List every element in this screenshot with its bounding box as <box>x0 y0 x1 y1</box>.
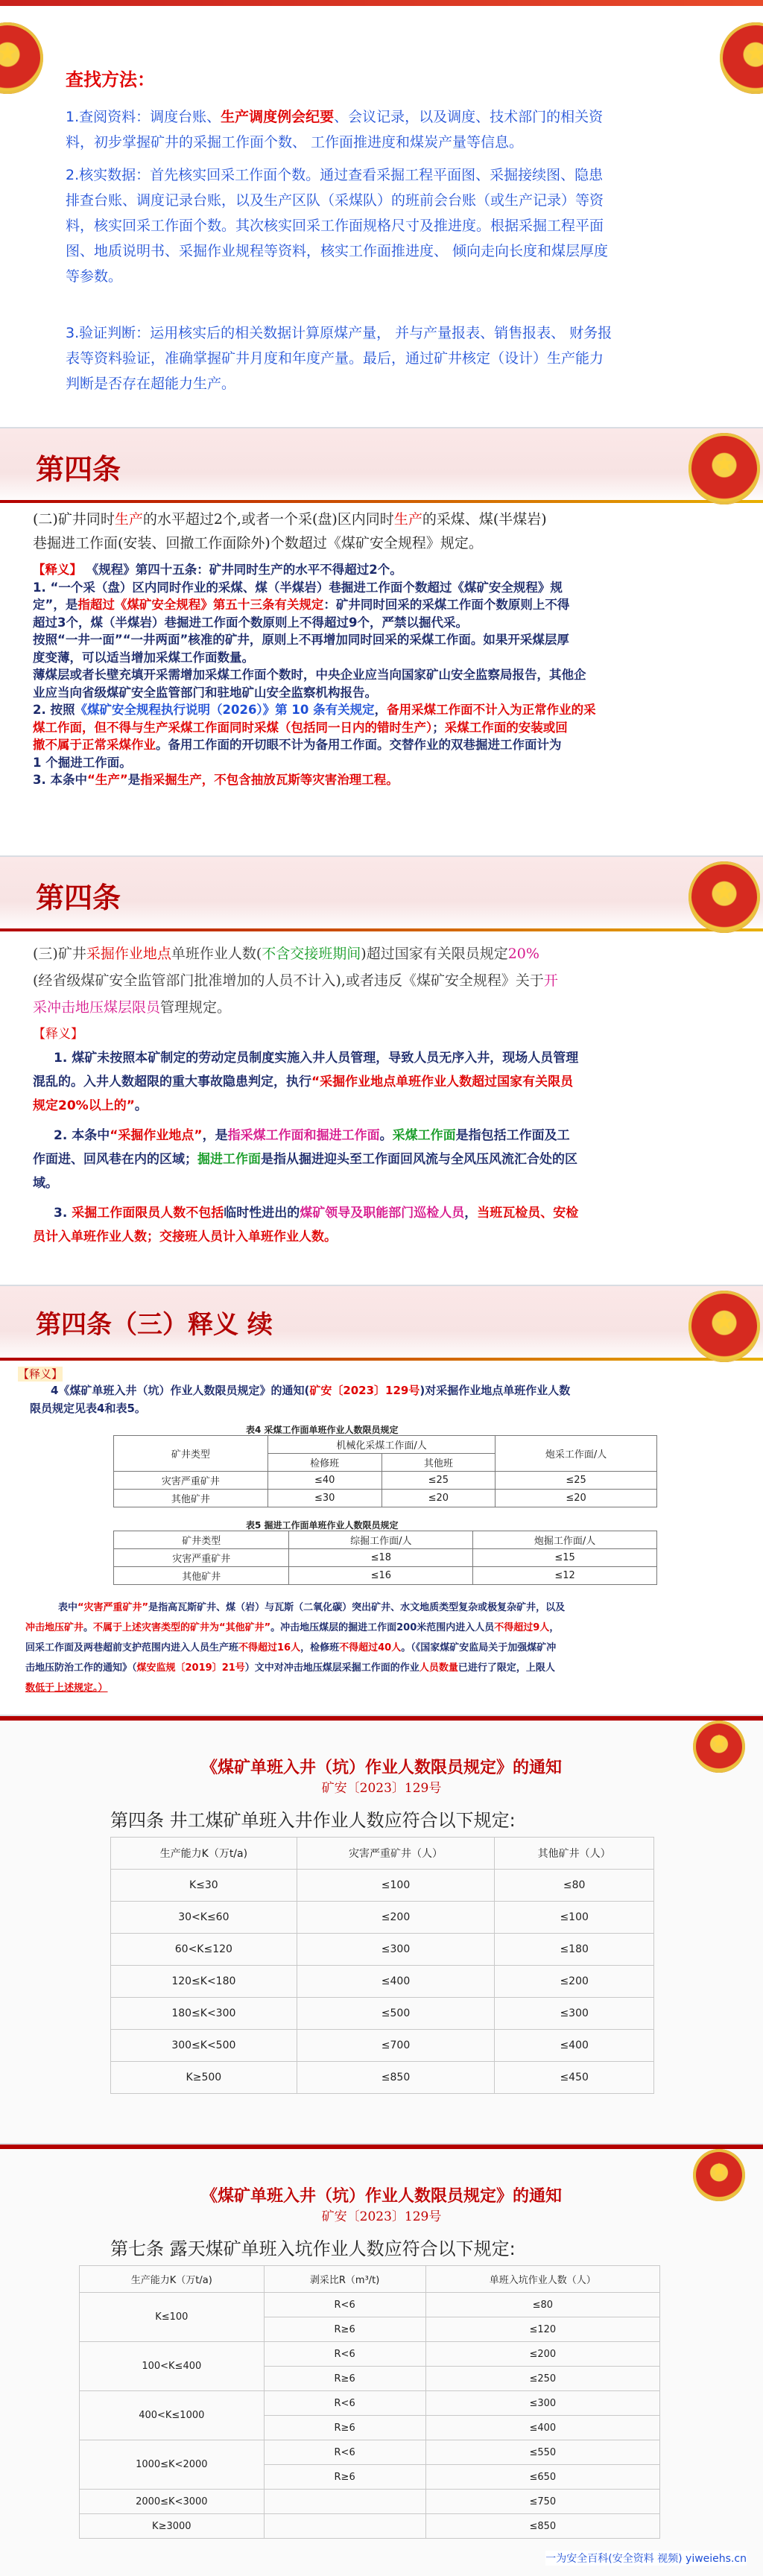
slide-title: 第四条（三）释义 续 <box>36 1310 273 1340</box>
para-1-segment: 定”，是 <box>33 598 78 612</box>
table-cell: R<6 <box>264 2293 425 2317</box>
table-tunneling-face-limits <box>113 1531 657 1585</box>
interpretation-block <box>33 561 741 789</box>
para-3-highlight: 指采掘生产，不包含抽放瓦斯等灾害治理工程。 <box>140 773 399 787</box>
table-cell: ≤750 <box>425 2490 659 2514</box>
method-item-2 <box>66 162 721 289</box>
method-item-2-line: 排查台账、调度记录台账，以及生产区队（采煤队）的班前会台账（或生产记录）等资 <box>66 192 604 209</box>
para-1-line: 1. “一个采（盘）区内同时作业的采煤、煤（半煤岩）巷掘进工作面个数超过《煤矿安全规程》规 <box>33 580 563 595</box>
national-emblem-icon <box>0 22 43 94</box>
note-highlight: 不属于上述灾害类型的矿井为“其他矿井” <box>93 1622 271 1633</box>
table-row <box>111 1902 654 1934</box>
slide-article4-clause3 <box>0 857 763 1286</box>
clause-segment: (二)矿井同时 <box>33 511 115 528</box>
clause-segment: 生产 <box>114 511 143 528</box>
para-3-segment: 临时性进出的 <box>224 1206 300 1221</box>
table-cell: ≤25 <box>382 1472 496 1490</box>
table-row <box>80 2514 660 2539</box>
method-item-1-rest: 、会议记录，以及调度、技术部门的相关资 <box>334 109 604 125</box>
method-item-3-line: 判断是否存在超能力生产。 <box>66 376 236 392</box>
para-1-highlight: “采掘作业地点单班作业人数超过国家有关限员 <box>311 1075 574 1089</box>
note-segment: 。（ <box>401 1642 416 1653</box>
table-header: 矿井类型 <box>114 1436 268 1472</box>
interpretation-label: 【释义】 <box>18 1367 63 1381</box>
note-highlight: 煤安监规〔2019〕21号 <box>136 1662 245 1674</box>
para-2-segment: 2. 按照 <box>33 703 75 717</box>
table-cell: ≤100 <box>297 1870 495 1902</box>
title-underline <box>0 1358 763 1361</box>
top-ribbon <box>0 2145 763 2149</box>
clause-line: 巷掘进工作面(安装、回撤工作面除外)个数超过《煤矿安全规程》规定。 <box>33 535 483 551</box>
table-row <box>80 2490 660 2514</box>
method-item-2-line: 料，核实回采工作面个数。其次核实回采工作面规格尺寸及推进度。根据采掘工程平面 <box>66 218 604 234</box>
table-underground-limits <box>110 1837 654 2094</box>
para-1-line: 超过3个，煤（半煤岩）巷掘进工作面个数原则上不得超过9个，严禁以掘代采。 <box>33 615 468 630</box>
method-item-3-line: 3.验证判断：运用核实后的相关数据计算原煤产量， 并与产量报表、销售报表、 财务报 <box>66 325 612 341</box>
intro-text: 4《煤矿单班入井（坑）作业人数限员规定》的通知(矿安〔2023〕129号)对采掘作业地点单班作业人数 限员规定见表4和表5。 <box>30 1382 738 1417</box>
table-cell: ≤400 <box>495 2030 654 2062</box>
clause-highlight: 开 <box>543 972 558 989</box>
clause-segment: 的水平超过2个,或者一个采(盘)区内同时 <box>142 511 394 528</box>
table-header: 综掘工作面/人 <box>289 1531 473 1549</box>
para-1-highlight: 规定20%以上的” <box>33 1098 135 1113</box>
table-cell: ≤200 <box>495 1966 654 1998</box>
table-cell: ≤300 <box>297 1934 495 1966</box>
table-cell: ≤40 <box>267 1472 382 1490</box>
note-highlight: 不得超过40人 <box>339 1642 402 1653</box>
clause-highlight: 采冲击地压煤层限员 <box>33 999 161 1016</box>
method-item-2-line: 2.核实数据：首先核实回采工作面个数。通过查看采掘工程平面图、采掘接续图、隐患 <box>66 167 604 183</box>
table-coal-face-limits <box>113 1435 657 1507</box>
table-cell: ≤200 <box>425 2342 659 2367</box>
table-open-pit-limits <box>79 2265 660 2539</box>
table-cell: R≥6 <box>264 2317 425 2342</box>
national-emblem-icon <box>720 22 763 94</box>
table-cell: 灾害严重矿井 <box>114 1472 268 1490</box>
table-cell: ≤30 <box>267 1490 382 1507</box>
table4-caption: 表4 采煤工作面单班作业人数限员规定 <box>246 1425 399 1435</box>
table-row <box>80 2440 660 2465</box>
article-heading: 第七条 露天煤矿单班入坑作业人数应符合以下规定: <box>110 2238 516 2259</box>
intro-highlight: 矿安〔2023〕129号 <box>309 1384 420 1397</box>
slide-article4-clause2 <box>0 428 763 857</box>
table-cell: 其他矿井 <box>114 1490 268 1507</box>
clause-highlight: 20% <box>507 946 539 962</box>
para-3-segment: 3. 本条中 <box>33 773 87 787</box>
table-note <box>25 1598 741 1698</box>
table-row <box>80 2342 660 2367</box>
note-segment: ， <box>549 1622 560 1633</box>
para-2-highlight: “采掘作业地点” <box>110 1128 203 1143</box>
para-3-highlight: 当班瓦检员、安检 <box>477 1206 579 1221</box>
table-header: 检修班 <box>267 1454 382 1472</box>
table-cell: ≤80 <box>495 1870 654 1902</box>
table-cell: R<6 <box>264 2342 425 2367</box>
table-cell: ≤20 <box>496 1490 657 1507</box>
table-row <box>111 1934 654 1966</box>
national-emblem-icon <box>688 433 760 504</box>
table-cell: ≤400 <box>297 1966 495 1998</box>
title-underline <box>0 500 763 503</box>
clause-segment: 生产 <box>393 511 422 528</box>
method-item-3-line: 表等资料验证，准确掌握矿井月度和年度产量。最后，通过矿井核定（设计）生产能力 <box>66 350 604 367</box>
section-heading: 查找方法： <box>66 69 155 90</box>
table-cell: 2000≤K<3000 <box>80 2490 265 2514</box>
table-row <box>111 1966 654 1998</box>
table-header: 炮掘工作面/人 <box>473 1531 657 1549</box>
table-cell: ≤700 <box>297 2030 495 2062</box>
note-segment: 已进行了限定，上限人 <box>458 1662 555 1674</box>
para-3-segment: 是 <box>127 773 141 787</box>
table-cell <box>264 2490 425 2514</box>
table-row <box>80 2391 660 2416</box>
para-2-segment: 是指包括工作面及工 <box>455 1128 570 1143</box>
table5-caption: 表5 掘进工作面单班作业人数限员规定 <box>246 1520 399 1531</box>
slide-search-method <box>0 0 763 428</box>
table-cell: 其他矿井 <box>114 1567 289 1585</box>
table-cell: 灾害严重矿井 <box>114 1549 289 1567</box>
table-header: 其他班 <box>382 1454 496 1472</box>
rule-reference: 《规程》第四十五条：矿井同时生产的水平不得超过2个。 <box>86 563 402 577</box>
table-cell: ≤850 <box>297 2062 495 2094</box>
para-1-line: 1. 煤矿未按照本矿制定的劳动定员制度实施入井人员管理，导致人员无序入井，现场人员管理 <box>54 1051 579 1066</box>
table-cell: ≤16 <box>289 1567 473 1585</box>
note-highlight: 数低于上述规定。） <box>25 1683 108 1694</box>
table-cell: 60<K≤120 <box>111 1934 297 1966</box>
table-cell: ≤500 <box>297 1998 495 2030</box>
notice-number: 矿安〔2023〕129号 <box>321 1781 442 1796</box>
para-2-line: 域。 <box>33 1176 58 1191</box>
note-segment: 回采工作面及两巷超前支护范围内进入人员生产班 <box>25 1642 239 1653</box>
note-segment: 。 <box>83 1622 94 1633</box>
table-cell: ≤450 <box>495 2062 654 2094</box>
para-1-line: 薄煤层或者长壁充填开采需增加采煤工作面个数时，中央企业应当向国家矿山安全监察局报告，其他企 <box>33 668 586 682</box>
note-segment: ，检修班 <box>300 1642 340 1653</box>
clause-line: (经省级煤矿安全监管部门批准增加的人员不计入),或者违反《煤矿安全规程》关于 <box>33 972 544 989</box>
para-2-highlight: 撤不属于正常采煤作业 <box>33 738 156 752</box>
para-2-segment: 2. 本条中 <box>54 1128 110 1143</box>
table-cell: ≤550 <box>425 2440 659 2465</box>
table-row <box>111 1998 654 2030</box>
table-row <box>111 2062 654 2094</box>
table-cell: ≤180 <box>495 1934 654 1966</box>
table-cell: 100<K≤400 <box>80 2342 265 2391</box>
table-row <box>114 1472 657 1490</box>
table-cell: ≤18 <box>289 1549 473 1567</box>
clause-segment: (三)矿井 <box>33 946 86 962</box>
note-segment: 表中 <box>58 1602 78 1613</box>
clause-text <box>33 940 741 1021</box>
flag-decoration <box>0 0 763 6</box>
table-cell: ≤300 <box>425 2391 659 2416</box>
table-cell: ≤300 <box>495 1998 654 2030</box>
table-row <box>111 2030 654 2062</box>
table-cell: 30<K≤60 <box>111 1902 297 1934</box>
para-2-highlight: 指采煤工作面和掘进工作面 <box>227 1128 380 1143</box>
para-2-segment: ， <box>374 703 387 717</box>
table-header: 生产能力K（万t/a) <box>111 1838 297 1870</box>
note-highlight: 人员数量 <box>419 1662 458 1674</box>
table-cell: ≤400 <box>425 2416 659 2440</box>
table-cell: K≥3000 <box>80 2514 265 2539</box>
note-segment: 《国家煤矿安监局关于加强煤矿冲 <box>415 1642 557 1653</box>
clause-highlight: 采掘作业地点 <box>86 946 171 962</box>
note-highlight: “灾害严重矿井” <box>77 1602 149 1613</box>
table-cell: ≤200 <box>297 1902 495 1934</box>
interpretation-label: 【释义】 <box>33 1027 83 1042</box>
clause-segment: 的采煤、煤(半煤岩) <box>422 511 547 528</box>
para-2-highlight: 掘进工作面 <box>197 1152 261 1167</box>
method-item-2-line: 等参数。 <box>66 268 123 285</box>
clause-segment: 管理规定。 <box>160 999 232 1016</box>
interpretation-label: 【释义】 <box>33 563 82 577</box>
para-1-segment: 。 <box>134 1098 148 1113</box>
table-cell: ≤650 <box>425 2465 659 2490</box>
para-2-segment: 。 <box>379 1128 393 1143</box>
table-header: 单班入坑作业人数（人） <box>425 2266 659 2293</box>
notice-title: 《煤矿单班入井（坑）作业人数限员规定》的通知 <box>200 1759 562 1777</box>
table-cell: ≤15 <box>473 1549 657 1567</box>
clause-segment: 单班作业人数( <box>171 946 262 962</box>
method-item-3 <box>66 320 721 396</box>
interpretation-block <box>33 1022 741 1249</box>
para-3-line: 员计入单班作业人数；交接班人员计入单班作业人数。 <box>33 1230 337 1244</box>
table-cell: K≤30 <box>111 1870 297 1902</box>
table-row <box>80 2293 660 2317</box>
table-cell: ≤80 <box>425 2293 659 2317</box>
para-2-segment: 是指从掘进迎头至工作面回风流与全风压风流汇合处的区 <box>261 1152 577 1167</box>
table-cell: R≥6 <box>264 2416 425 2440</box>
method-item-1-line2: 料，初步掌握矿井的采掘工作面个数、 工作面推进度和煤炭产量等信息。 <box>66 134 524 151</box>
note-segment: ）文中对冲击地压煤层采掘工作面的作业 <box>244 1662 420 1674</box>
para-1-line: 按照“一井一面”“一井两面”核准的矿井，原则上不再增加同时回采的采煤工作面。如果开采煤层厚 <box>33 633 569 647</box>
para-2-segment: ，是 <box>202 1128 228 1143</box>
para-3-highlight: 采掘工作面限员人数不包括 <box>72 1206 224 1221</box>
table-cell: ≤20 <box>382 1490 496 1507</box>
table-header: 其他矿井（人） <box>495 1838 654 1870</box>
para-3-highlight: “生产” <box>87 773 128 787</box>
slide-article4-interpretation-cont <box>0 1286 763 1716</box>
table-header: 灾害严重矿井（人） <box>297 1838 495 1870</box>
table-cell: 180≤K<300 <box>111 1998 297 2030</box>
note-highlight: 不得超过16人 <box>238 1642 301 1653</box>
table-cell: 400<K≤1000 <box>80 2391 265 2440</box>
table-cell: 1000≤K<2000 <box>80 2440 265 2490</box>
intro-line: 限员规定见表4和表5。 <box>30 1402 146 1415</box>
para-2-segment: 。备用工作面的开切眼不计为备用工作面。交替作业的双巷掘进工作面计为 <box>156 738 562 752</box>
table-row <box>114 1567 657 1585</box>
para-2-highlight: 煤工作面，但不得与生产采煤工作面同时采煤（包括同一日内的错时生产） <box>33 720 433 735</box>
national-emblem-icon <box>688 1291 760 1362</box>
para-1-segment: ：矿井同时回采的采煤工作面个数原则上不得 <box>323 598 570 612</box>
para-1-line: 业应当向省级煤矿安全监管部门和驻地矿山安全监察机构报告。 <box>33 685 377 700</box>
method-item-2-line: 图、地质说明书、采掘作业规程等资料，核实工作面推进度、 倾向走向长度和煤层厚度 <box>66 243 609 259</box>
notice-title: 《煤矿单班入井（坑）作业人数限员规定》的通知 <box>200 2187 562 2206</box>
table-cell: K≤100 <box>80 2293 265 2342</box>
para-3-segment: ， <box>464 1206 478 1221</box>
para-2-highlight: 备用采煤工作面不计入为正常作业的采 <box>387 703 596 717</box>
clause-text <box>33 507 733 555</box>
para-1-segment: 混乱的。入井人数超限的重大事故隐患判定，执行 <box>33 1075 311 1089</box>
table-cell: ≤12 <box>473 1567 657 1585</box>
table-cell: R≥6 <box>264 2465 425 2490</box>
para-2-segment: ； <box>432 720 445 735</box>
table-header: 机械化采煤工作面/人 <box>267 1436 495 1454</box>
article-heading: 第四条 井工煤矿单班入井作业人数应符合以下规定: <box>110 1810 516 1831</box>
national-emblem-icon <box>688 861 760 933</box>
table-header: 矿井类型 <box>114 1531 289 1549</box>
slide-title: 第四条 <box>36 453 121 486</box>
method-item-1-prefix: 1.查阅资料：调度台账、 <box>66 109 221 125</box>
title-underline <box>0 928 763 931</box>
method-item-1-highlight: 生产调度例会纪要 <box>221 109 335 125</box>
table-row <box>111 1870 654 1902</box>
method-item-1 <box>66 104 721 155</box>
table-cell: ≤25 <box>496 1472 657 1490</box>
intro-segment: 4《煤矿单班入井（坑）作业人数限员规定》的通知 <box>51 1384 305 1397</box>
table-row <box>114 1549 657 1567</box>
slide-open-pit-limits <box>0 2145 763 2576</box>
clause-highlight: 不含交接班期间 <box>262 946 361 962</box>
table-cell: ≤850 <box>425 2514 659 2539</box>
table-cell: R≥6 <box>264 2367 425 2391</box>
table-header: 生产能力K（万t/a) <box>80 2266 265 2293</box>
table-cell: ≤120 <box>425 2317 659 2342</box>
para-1-highlight: 指超过《煤矿安全规程》第五十三条有关规定 <box>77 598 324 612</box>
top-ribbon <box>0 1716 763 1721</box>
intro-segment: )对采掘作业地点单班作业人数 <box>420 1384 571 1397</box>
table-row <box>114 1490 657 1507</box>
note-segment: 是指高瓦斯矿井、煤（岩）与瓦斯（二氧化碳）突出矿井、水文地质类型复杂或极复杂矿井，以及 <box>148 1602 566 1613</box>
table-cell: R<6 <box>264 2391 425 2416</box>
footer-watermark: 一为安全百科(安全资料 视频) yiweiehs.cn <box>545 2551 747 2566</box>
para-2-highlight: 采煤工作面 <box>392 1128 456 1143</box>
note-highlight: 冲击地压矿井 <box>25 1622 84 1633</box>
table-cell: 300≤K<500 <box>111 2030 297 2062</box>
table-header: 剥采比R（m³/t) <box>264 2266 425 2293</box>
table-header: 炮采工作面/人 <box>496 1436 657 1472</box>
table-cell: 120≤K<180 <box>111 1966 297 1998</box>
slide-title: 第四条 <box>36 882 121 914</box>
note-highlight: 不得超过9人 <box>494 1622 550 1633</box>
table-cell: ≤100 <box>495 1902 654 1934</box>
table-cell: ≤250 <box>425 2367 659 2391</box>
note-segment: 击地压防治工作的通知》（ <box>25 1662 137 1674</box>
para-1-line: 度变薄，可以适当增加采煤工作面数量。 <box>33 650 254 665</box>
table-cell <box>264 2514 425 2539</box>
slide-underground-limits <box>0 1716 763 2145</box>
notice-number: 矿安〔2023〕129号 <box>321 2209 442 2224</box>
clause-segment: )超过国家有关限员规定 <box>361 946 508 962</box>
para-2-highlight: 《煤矿安全规程执行说明（2026）》第 10 条有关规定 <box>75 703 375 717</box>
para-2-line: 1 个掘进工作面。 <box>33 755 132 770</box>
table-cell: R<6 <box>264 2440 425 2465</box>
para-3-segment: 3. <box>54 1206 72 1221</box>
para-2-segment: 作面进、回风巷在内的区域； <box>33 1152 197 1167</box>
note-segment: 。冲击地压煤层的掘进工作面200米范围内进入人员 <box>270 1622 495 1633</box>
table-cell: K≥500 <box>111 2062 297 2094</box>
para-2-highlight: 采煤工作面的安装或回 <box>444 720 568 735</box>
para-3-highlight: 煤矿领导及职能部门巡检人员 <box>300 1206 465 1221</box>
